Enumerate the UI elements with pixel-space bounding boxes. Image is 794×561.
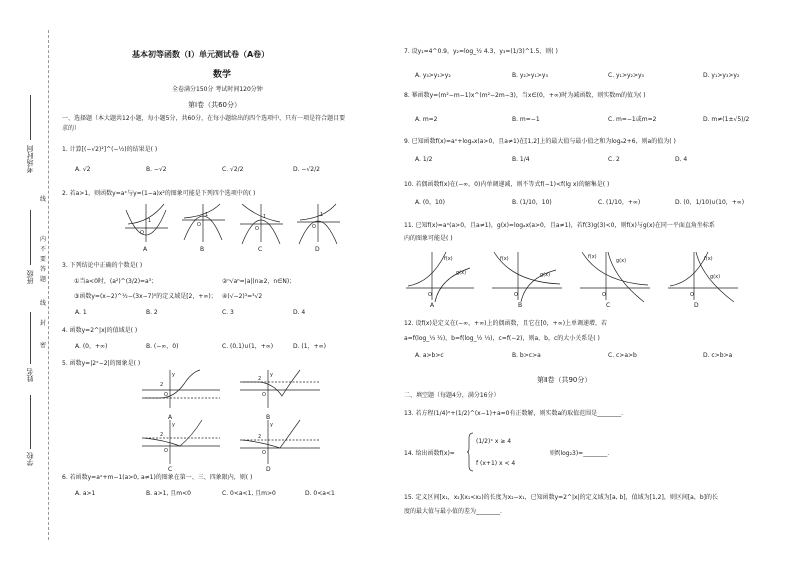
q12-option-d: D. c>b>a (703, 352, 733, 359)
q4-stem: 4. 函数y=2^|x|的值域是( ) (62, 327, 138, 334)
q6-option-d: D. 0<a<1 (305, 490, 335, 497)
svg-text:y: y (270, 372, 273, 378)
subject-title: 数学 (213, 70, 232, 80)
q1-option-d: D. −√2/2 (293, 166, 320, 173)
q2-label-b: B (200, 246, 205, 253)
q2-stem: 2. 若a>1，则函数y=aˣ与y=(1−a)x²的图象可能是下列四个选项中的( ) (62, 190, 256, 197)
q7-option-a: A. y₃>y₁>y₂ (415, 72, 451, 79)
q12-option-b: B. b>c>a (512, 352, 541, 359)
svg-text:1: 1 (205, 212, 209, 218)
svg-text:g(x): g(x) (540, 272, 551, 278)
q3-item-2: ②ⁿ√aⁿ=|a|(n≥2，n∈N)； (222, 278, 296, 285)
q11-label-b: B (518, 302, 523, 309)
q3-item-4: ④(√−2)³=³√2 (222, 293, 263, 300)
q5-label-a: A (168, 414, 173, 421)
seal-char: 密 (40, 342, 47, 349)
q5-label-b: B (266, 414, 271, 421)
svg-text:O: O (140, 230, 144, 236)
q1-option-a: A. √2 (75, 166, 91, 173)
q11-label-c: C (606, 302, 611, 309)
q11-stem-cont: 内的图象可能是( ) (404, 235, 453, 242)
svg-text:O: O (255, 226, 259, 232)
q7-stem: 7. 设y₁=4^0.9，y₂=log_½ 4.3，y₃=(1/3)^1.5，则( ) (404, 48, 558, 55)
svg-text:O: O (428, 292, 432, 298)
svg-text:f(x): f(x) (588, 254, 597, 260)
q3-option-b: B. 2 (146, 309, 158, 316)
q13-stem: 13. 若方程(1/4)ˣ+(1/2)^(x−1)+a=0有正数解，则实数a的取值范围是________. (404, 410, 624, 417)
q9-option-c: C. 2 (608, 156, 620, 163)
q1-option-b: B. −√2 (146, 166, 167, 173)
svg-text:O: O (514, 292, 518, 298)
svg-text:O: O (164, 448, 168, 454)
q15-stem: 15. 定义区间[x₁，x₂](x₁<x₂)的长度为x₂−x₁，已知函数y=2^|x|的定义域为[a, b]，值域为[1,2]，则区间[a，b]的长 (404, 494, 718, 501)
q10-option-d: D. (0，1/10)∪(10，+∞) (675, 199, 745, 206)
svg-text:1: 1 (148, 218, 152, 224)
q8-option-c: C. m=−1或m=2 (608, 116, 657, 123)
q10-option-b: B. (1/10，10) (512, 199, 552, 206)
svg-text:O: O (197, 222, 201, 228)
svg-text:O: O (262, 450, 266, 456)
name-blank (30, 312, 31, 364)
svg-text:O: O (312, 224, 316, 230)
svg-text:2: 2 (160, 382, 164, 388)
exam-time-blank (30, 95, 31, 140)
seal-char: 内 (40, 236, 47, 243)
q2-label-c: C (258, 246, 263, 253)
svg-text:1: 1 (263, 214, 267, 220)
q9-stem: 9. 已知函数f(x)=aˣ+logₐx(a>0，且a≠1)在[1,2]上的最大值与最小值之和为logₐ2+6，则a的值为( ) (404, 138, 676, 145)
seal-char: 封 (40, 320, 47, 327)
q12-option-a: A. a>b>c (415, 352, 444, 359)
svg-text:f(x): f(x) (704, 256, 713, 262)
q9-option-b: B. 1/4 (512, 156, 530, 163)
svg-text:g(x): g(x) (710, 274, 721, 280)
q8-stem: 8. 幂函数y=(m²−m−1)x^(m²−2m−3)，当x∈(0，+∞)时为减函数，则实数m的值为( ) (404, 92, 646, 99)
part2-title: 第Ⅱ卷（共90分） (537, 376, 592, 384)
q11-stem: 11. 已知f(x)=aˣ(a>0，且a≠1)，g(x)=logₐx(a>0，且a≠1)，若f(3)g(3)<0，则f(x)与g(x)在同一平面直角坐标系 (404, 222, 715, 229)
q6-option-a: A. a>1 (75, 490, 96, 497)
seal-char: 线 (40, 196, 47, 203)
q11-label-a: A (430, 302, 435, 309)
q1-stem: 1. 计算[(−√2)²]^(−½)的结果是( ) (62, 146, 158, 153)
q10-option-a: A. (0，10) (415, 199, 445, 206)
q14-brace (466, 432, 474, 472)
class-blank (30, 210, 31, 265)
q10-stem: 10. 若偶函数f(x)在(−∞，0)内单调递减，则不等式f(−1)<f(lg x)的解集是( ) (404, 181, 610, 188)
q9-option-a: A. 1/2 (415, 156, 433, 163)
class-label: 班级 (26, 270, 34, 284)
svg-text:f(x): f(x) (444, 256, 453, 262)
q3-option-c: C. 3 (222, 309, 234, 316)
exam-time-label: 考场时间 (26, 145, 34, 173)
q14-prefix: 14. 给出函数f(x)= (404, 450, 455, 457)
binding-dashed-line (48, 30, 49, 540)
svg-text:y: y (270, 422, 273, 428)
q14-suffix: 则f(log₂3)=________. (550, 450, 610, 457)
name-label: 姓名 (26, 368, 34, 382)
seal-char: 要 (40, 256, 47, 263)
svg-text:2: 2 (258, 434, 262, 440)
section1-intro: 一、选择题（本大题共12小题，每小题5分，共60分，在每小题给出的四个选项中，只有一项是符合题目要 (62, 115, 346, 122)
exam-info: 全卷满分150分 考试时间120分钟 (172, 86, 263, 93)
q14-case-2: f (x+1) x < 4 (476, 460, 516, 467)
svg-text:g(x): g(x) (456, 270, 467, 276)
q14-case-1: (1/2)ˣ x ≥ 4 (476, 438, 512, 445)
q8-option-a: A. m=2 (415, 116, 438, 123)
exam-title: 基本初等函数（Ⅰ）单元测试卷（A卷） (132, 50, 270, 59)
q15-stem-cont: 度的最大值与最小值的差为________. (404, 508, 502, 515)
seal-char: 不 (40, 246, 47, 253)
svg-text:y: y (172, 422, 175, 428)
q3-option-a: A. 1 (75, 309, 87, 316)
q7-option-b: B. y₂>y₁>y₃ (512, 72, 548, 79)
q12-option-c: C. c>a>b (608, 352, 637, 359)
q3-stem: 3. 下列结论中正确的个数是( ) (62, 262, 143, 269)
svg-text:O: O (602, 292, 606, 298)
svg-text:O: O (164, 392, 168, 398)
q5-label-d: D (266, 466, 271, 473)
seal-char: 答 (40, 266, 47, 273)
q11-label-d: D (694, 302, 699, 309)
q7-option-d: D. y₁>y₃>y₂ (703, 72, 740, 79)
q11-graph-options (404, 248, 744, 304)
svg-text:O: O (690, 292, 694, 298)
q2-label-a: A (143, 246, 148, 253)
q6-option-b: B. a>1, 且m<0 (146, 490, 191, 497)
svg-text:2: 2 (160, 432, 164, 438)
q4-option-d: D. (1，+∞) (293, 343, 326, 350)
q10-option-c: C. (1/10，+∞) (598, 199, 641, 206)
q4-option-b: B. (−∞，0) (146, 343, 179, 350)
section1-intro-cont: 求的） (62, 125, 81, 132)
q2-label-d: D (315, 246, 320, 253)
part2-intro: 二、填空题（每题4分，满分16分） (404, 392, 500, 399)
q1-option-c: C. √2/2 (222, 166, 244, 173)
q8-option-b: B. m=−1 (512, 116, 540, 123)
school-label: 学校 (26, 452, 34, 466)
q8-option-d: D. m≠(1±√5)/2 (703, 116, 750, 123)
q6-option-c: C. 0<a<1, 且m>0 (222, 490, 276, 497)
q12-stem: 12. 设f(x)是定义在(−∞，+∞)上的偶函数，且它在[0，+∞)上单调递增，若 (404, 320, 608, 327)
svg-text:O: O (262, 392, 266, 398)
q12-stem-cont: a=f(log_⅓ ½)，b=f(log_½ ⅓)，c=f(−2)，则a，b，c的大小关系是( ) (404, 335, 600, 342)
svg-text:g(x): g(x) (616, 258, 627, 264)
q3-item-3: ③函数y=(x−2)^½−(3x−7)⁰的定义域是[2，+∞)； (74, 293, 217, 300)
svg-text:2: 2 (258, 376, 262, 382)
svg-text:1: 1 (320, 212, 324, 218)
q3-item-1: ①当a<0时，(a²)^(3/2)=a³； (74, 278, 158, 285)
seal-char: 题 (40, 276, 47, 283)
svg-text:f(x): f(x) (500, 256, 509, 262)
seal-char: 线 (40, 300, 47, 307)
q9-option-d: D. 4 (675, 156, 688, 163)
q5-label-c: C (168, 466, 173, 473)
part1-title: 第Ⅰ卷（共60分） (188, 101, 241, 109)
q6-stem: 6. 若函数y=aˣ+m−1(a>0, a≠1)的图象在第一、三、四象限内，则( ) (62, 474, 253, 481)
svg-text:y: y (172, 372, 175, 378)
q4-option-c: C. (0,1)∪(1，+∞) (222, 343, 274, 350)
q5-stem: 5. 函数y=|2ˣ−2|的图象是( ) (62, 360, 141, 367)
q4-option-a: A. (0，+∞) (75, 343, 108, 350)
school-blank (30, 395, 31, 449)
q7-option-c: C. y₁>y₂>y₃ (608, 72, 644, 79)
q3-option-d: D. 4 (293, 309, 306, 316)
